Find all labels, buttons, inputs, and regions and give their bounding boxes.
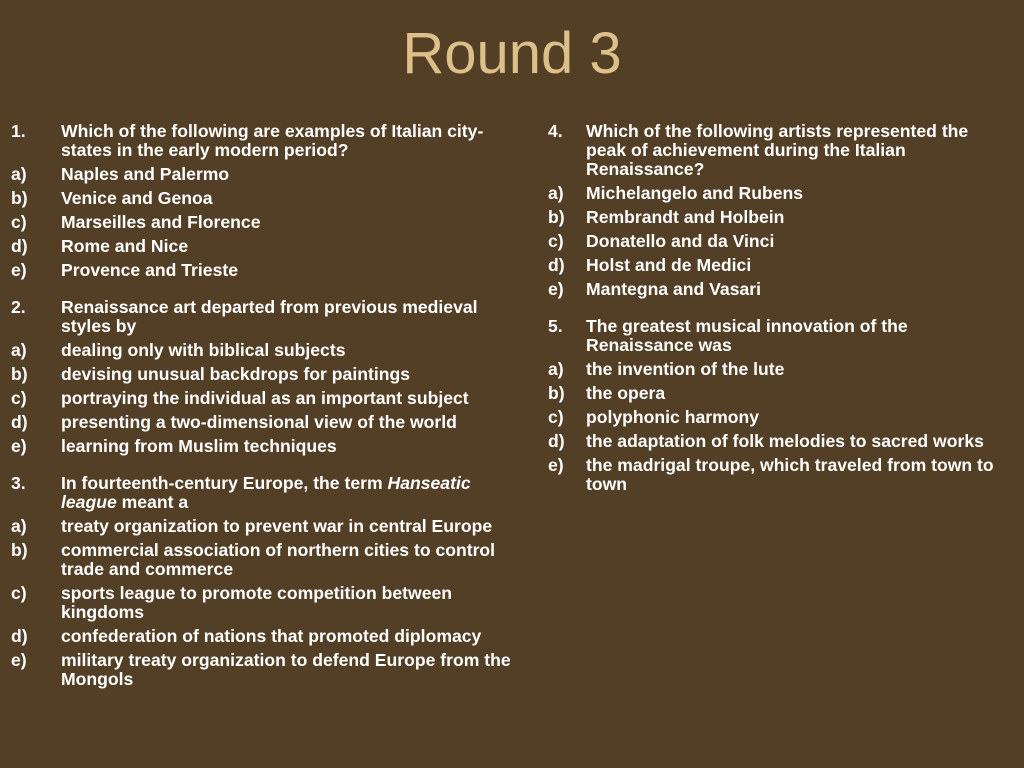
slide-title: Round 3 bbox=[402, 21, 622, 86]
option-text: the madrigal troupe, which traveled from town to town bbox=[586, 455, 994, 494]
option-letter: c) bbox=[11, 583, 27, 603]
option-text: Provence and Trieste bbox=[61, 260, 238, 280]
option-text: Marseilles and Florence bbox=[61, 212, 261, 232]
answer-option bbox=[11, 365, 531, 384]
question-text-italic: Hanseatic league bbox=[61, 473, 471, 512]
answer-option bbox=[548, 360, 1008, 379]
answer-option bbox=[548, 256, 1008, 275]
right-column bbox=[548, 122, 1008, 512]
option-text: the adaptation of folk melodies to sacred works bbox=[586, 431, 984, 451]
option-text: the invention of the lute bbox=[586, 359, 785, 379]
answer-option bbox=[11, 189, 531, 208]
option-letter: d) bbox=[11, 236, 28, 256]
option-letter: a) bbox=[548, 183, 564, 203]
question-number: 4. bbox=[548, 121, 563, 141]
option-letter: d) bbox=[548, 255, 565, 275]
answer-option bbox=[11, 237, 531, 256]
option-letter: d) bbox=[548, 431, 565, 451]
option-text: Mantegna and Vasari bbox=[586, 279, 762, 299]
answer-option bbox=[11, 341, 531, 360]
question-prompt bbox=[548, 122, 1008, 179]
answer-option bbox=[11, 413, 531, 432]
question-prompt bbox=[11, 122, 531, 160]
option-text: Holst and de Medici bbox=[586, 255, 752, 275]
question-text-end: meant a bbox=[116, 492, 189, 512]
answer-option bbox=[11, 165, 531, 184]
option-text: presenting a two-dimensional view of the world bbox=[61, 412, 457, 432]
question-number: 3. bbox=[11, 473, 26, 493]
answer-option bbox=[548, 184, 1008, 203]
option-letter: e) bbox=[11, 436, 27, 456]
option-text: Michelangelo and Rubens bbox=[586, 183, 804, 203]
option-letter: b) bbox=[548, 207, 565, 227]
option-text: Donatello and da Vinci bbox=[586, 231, 775, 251]
option-text: Rome and Nice bbox=[61, 236, 189, 256]
option-letter: d) bbox=[11, 626, 28, 646]
option-text: commercial association of northern cities to control trade and commerce bbox=[61, 540, 496, 579]
question-number: 2. bbox=[11, 297, 26, 317]
option-letter: b) bbox=[548, 383, 565, 403]
option-letter: d) bbox=[11, 412, 28, 432]
option-text: treaty organization to prevent war in central Europe bbox=[61, 516, 493, 536]
question-text-start: In fourteenth-century Europe, the term bbox=[61, 473, 388, 493]
option-letter: a) bbox=[548, 359, 564, 379]
option-text: portraying the individual as an important subject bbox=[61, 388, 469, 408]
option-letter: e) bbox=[11, 650, 27, 670]
option-letter: a) bbox=[11, 516, 27, 536]
question-text: Renaissance art departed from previous medieval styles by bbox=[61, 297, 478, 336]
question-4 bbox=[548, 122, 1008, 299]
option-letter: e) bbox=[548, 279, 564, 299]
option-text: dealing only with biblical subjects bbox=[61, 340, 346, 360]
answer-option bbox=[11, 651, 531, 689]
answer-option bbox=[11, 437, 531, 456]
option-letter: b) bbox=[11, 364, 28, 384]
option-letter: c) bbox=[548, 407, 564, 427]
answer-option bbox=[548, 280, 1008, 299]
answer-option bbox=[11, 213, 531, 232]
question-number: 5. bbox=[548, 316, 563, 336]
option-letter: a) bbox=[11, 164, 27, 184]
question-1 bbox=[11, 122, 531, 280]
option-letter: e) bbox=[548, 455, 564, 475]
option-text: military treaty organization to defend Europe from the Mongols bbox=[61, 650, 511, 689]
option-text: the opera bbox=[586, 383, 666, 403]
answer-option bbox=[11, 541, 531, 579]
question-text: Which of the following are examples of Italian city-states in the early modern period? bbox=[61, 121, 484, 160]
option-text: sports league to promote competition between kingdoms bbox=[61, 583, 453, 622]
answer-option bbox=[548, 384, 1008, 403]
option-text: Rembrandt and Holbein bbox=[586, 207, 785, 227]
answer-option bbox=[548, 456, 1008, 494]
answer-option bbox=[11, 261, 531, 280]
question-text bbox=[61, 474, 531, 512]
question-text: The greatest musical innovation of the Renaissance was bbox=[586, 316, 908, 355]
question-text: Which of the following artists represented the peak of achievement during the Italian Renaissance? bbox=[586, 121, 969, 179]
answer-option bbox=[548, 208, 1008, 227]
option-letter: c) bbox=[548, 231, 564, 251]
question-3 bbox=[11, 474, 531, 689]
question-prompt bbox=[548, 317, 1008, 355]
answer-option bbox=[11, 584, 531, 622]
option-letter: b) bbox=[11, 540, 28, 560]
left-column bbox=[11, 122, 531, 707]
option-text: Naples and Palermo bbox=[61, 164, 230, 184]
question-5 bbox=[548, 317, 1008, 494]
question-number: 1. bbox=[11, 121, 26, 141]
answer-option bbox=[11, 517, 531, 536]
option-text: learning from Muslim techniques bbox=[61, 436, 337, 456]
answer-option bbox=[548, 232, 1008, 251]
option-letter: e) bbox=[11, 260, 27, 280]
option-letter: c) bbox=[11, 388, 27, 408]
option-letter: c) bbox=[11, 212, 27, 232]
answer-option bbox=[548, 432, 1008, 451]
option-text: polyphonic harmony bbox=[586, 407, 760, 427]
option-text: Venice and Genoa bbox=[61, 188, 213, 208]
option-text: devising unusual backdrops for paintings bbox=[61, 364, 410, 384]
answer-option bbox=[11, 389, 531, 408]
answer-option bbox=[11, 627, 531, 646]
answer-option bbox=[548, 408, 1008, 427]
option-text: confederation of nations that promoted diplomacy bbox=[61, 626, 482, 646]
option-letter: b) bbox=[11, 188, 28, 208]
question-prompt bbox=[11, 298, 531, 336]
option-letter: a) bbox=[11, 340, 27, 360]
question-prompt bbox=[11, 474, 531, 512]
question-2 bbox=[11, 298, 531, 456]
